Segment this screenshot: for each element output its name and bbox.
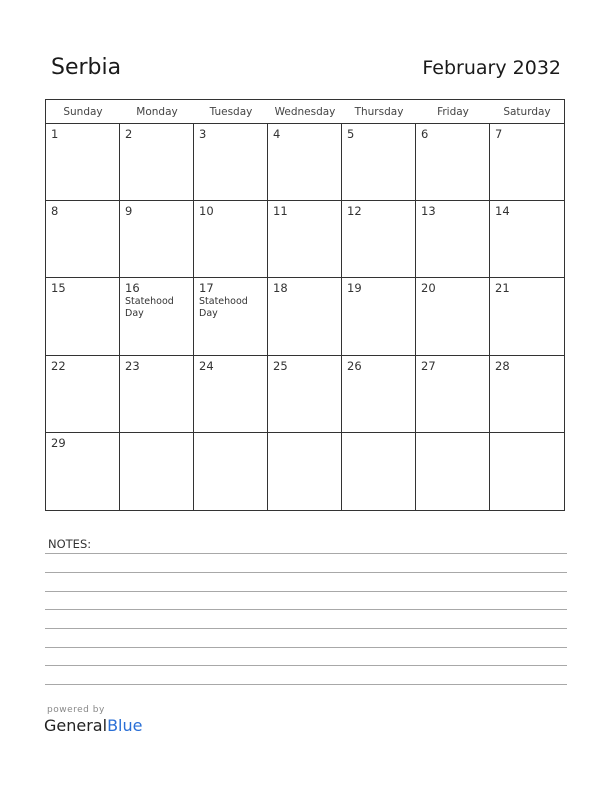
day-cell: [46, 201, 120, 278]
note-line: [45, 609, 567, 610]
day-cell: [342, 124, 416, 201]
day-cell: [268, 124, 342, 201]
notes-label: NOTES:: [48, 537, 92, 551]
day-number: 14: [495, 204, 510, 219]
day-cell: [490, 433, 564, 510]
day-cell: [46, 433, 120, 510]
day-cell: [194, 278, 268, 355]
day-cell: [194, 433, 268, 510]
brand-logo: [44, 716, 142, 735]
day-number: 20: [421, 281, 436, 296]
day-number: 6: [421, 127, 429, 141]
day-number: 22: [51, 358, 66, 373]
day-cell: [120, 278, 194, 355]
calendar-grid: [45, 99, 565, 511]
day-number: 25: [273, 358, 288, 373]
day-number: 15: [51, 281, 66, 296]
note-line: [45, 665, 567, 666]
day-cell: [416, 201, 490, 278]
note-line: [45, 591, 567, 592]
note-line: [45, 553, 567, 554]
weekday-thursday: Thursday: [354, 106, 404, 118]
month-year-title: February 2032: [422, 57, 561, 79]
day-cell: [342, 433, 416, 510]
day-cell: [268, 201, 342, 278]
day-cell: [46, 278, 120, 355]
day-number: 21: [495, 281, 510, 296]
day-number: 27: [421, 358, 436, 373]
day-number: 29: [51, 435, 66, 450]
day-number: 26: [347, 358, 362, 373]
note-line: [45, 572, 567, 573]
day-cell: [194, 356, 268, 433]
day-number: 24: [199, 358, 214, 373]
day-cell: [416, 278, 490, 355]
note-line: [45, 684, 567, 685]
note-line: [45, 628, 567, 629]
day-cell: [342, 278, 416, 355]
holiday-label: Statehood Day: [125, 296, 174, 320]
day-cell: [268, 356, 342, 433]
weekday-wednesday: Wednesday: [274, 106, 336, 118]
day-number: 12: [347, 204, 362, 219]
day-number: 19: [347, 281, 362, 296]
brand-part-blue: Blue: [107, 716, 143, 735]
day-number: 7: [495, 127, 503, 141]
day-cell: [120, 433, 194, 510]
day-cell: [120, 201, 194, 278]
day-cell: [342, 201, 416, 278]
day-cell: [416, 124, 490, 201]
day-number: 16: [125, 281, 140, 296]
day-cell: [120, 356, 194, 433]
day-cell: [416, 356, 490, 433]
country-title: Serbia: [51, 55, 122, 80]
weekday-friday: Friday: [437, 106, 469, 118]
day-cell: [194, 124, 268, 201]
day-cell: [416, 433, 490, 510]
day-number: 5: [347, 127, 355, 141]
day-grid: [46, 124, 564, 510]
day-cell: [342, 356, 416, 433]
day-cell: [490, 356, 564, 433]
day-number: 1: [51, 127, 59, 141]
day-number: 2: [125, 127, 133, 141]
weekday-monday: Monday: [136, 106, 178, 118]
day-number: 3: [199, 127, 207, 141]
weekday-tuesday: Tuesday: [209, 106, 253, 118]
weekday-sunday: Sunday: [63, 106, 103, 118]
note-line: [45, 647, 567, 648]
day-number: 9: [125, 204, 133, 219]
day-number: 4: [273, 127, 281, 141]
day-number: 11: [273, 204, 288, 219]
day-number: 10: [199, 204, 214, 219]
day-number: 13: [421, 204, 436, 219]
weekday-header-row: [46, 100, 564, 124]
day-cell: [490, 124, 564, 201]
day-cell: [194, 201, 268, 278]
day-number: 8: [51, 204, 59, 219]
weekday-saturday: Saturday: [503, 106, 551, 118]
day-cell: [46, 356, 120, 433]
day-cell: [120, 124, 194, 201]
day-number: 17: [199, 281, 214, 296]
day-number: 23: [125, 358, 140, 373]
brand-part-general: General: [44, 716, 108, 735]
powered-by-text: powered by: [47, 705, 105, 715]
day-cell: [490, 201, 564, 278]
day-cell: [46, 124, 120, 201]
day-cell: [490, 278, 564, 355]
day-cell: [268, 433, 342, 510]
day-cell: [268, 278, 342, 355]
day-number: 28: [495, 358, 510, 373]
holiday-label: Statehood Day: [199, 296, 248, 320]
day-number: 18: [273, 281, 288, 296]
